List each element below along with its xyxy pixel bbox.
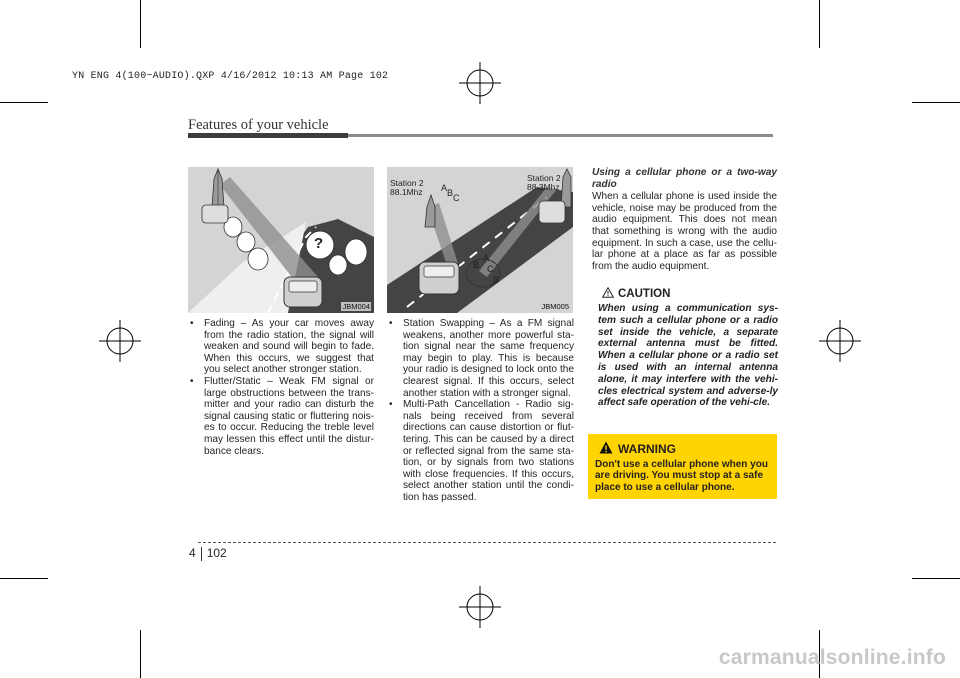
signal-label: A: [441, 183, 448, 193]
crop-mark: [912, 102, 960, 103]
bullet-fading: • Fading – As your car moves away from the radio station, the signal will weaken and sound will begin to fade. When this occurs, we suggest that you select another stronger station.: [188, 318, 374, 376]
station-right-freq: 88.3Mhz: [527, 182, 560, 192]
caution-text: When using a communication sys-tem such a cellular phone or a radio set inside the vehicle, a separate external antenna must be fitted. When a cellular phone or a radio set is used with an internal antenna alone, it may interfere with the vehi-cles electrical system and adverse-ly affect safe operation of the vehi-cle.: [598, 303, 778, 409]
page-number: [189, 546, 227, 561]
figure-code: JBM005: [541, 302, 569, 311]
crop-mark: [140, 0, 141, 48]
crop-mark: [0, 102, 48, 103]
crop-mark: [912, 578, 960, 579]
subheading-cellular-phone: Using a cellular phone or a two-way radio: [592, 167, 777, 190]
column-2: [387, 318, 574, 504]
signal-label: B: [447, 188, 454, 198]
chapter-number: 4: [189, 546, 196, 560]
footer-rule: [198, 542, 776, 543]
station-right-name: Station 2: [527, 173, 561, 183]
column-1: [188, 318, 374, 457]
section-title: Features of your vehicle: [188, 117, 329, 133]
caution-title: CAUTION: [618, 287, 671, 300]
caution-box: [592, 286, 778, 409]
bullet-station-swapping: • Station Swapping – As a FM signal weakens, another more powerful sta-tion signal near the same frequency may begin to play. This is because your radio is designed to lock onto the clearest signal. If this occurs, select another station with a stronger signal.: [387, 318, 574, 399]
warning-title: WARNING: [618, 441, 676, 456]
figure-station-swapping: [387, 167, 573, 313]
crop-mark: [0, 578, 48, 579]
bullet-flutter-static: • Flutter/Static – Weak FM signal or large obstructions between the trans-mitter and your radio can disturb the signal causing static or fluttering nois-es to occur. Reducing the treble level may lessen this effect until the distur-bance clears.: [188, 376, 374, 457]
paragraph-cellular-phone: When a cellular phone is used inside the vehicle, noise may be produced from the audio equipment. This does not mean that something is wrong with the audio equipment. In such a case, use the cellu-lar phone at a place as far as possible from the audio equipment.: [592, 191, 777, 272]
signal-label: B: [493, 275, 500, 285]
signal-label: C: [453, 193, 460, 203]
caution-triangle-icon: [602, 287, 614, 301]
crop-mark: [819, 0, 820, 48]
figure-fading: [188, 167, 374, 313]
question-mark: ?: [314, 235, 324, 252]
header-rule-accent: [188, 133, 348, 138]
page-number-value: 102: [206, 546, 227, 560]
station-left-freq: 88.1Mhz: [390, 187, 423, 197]
signal-label: A: [483, 253, 490, 263]
signal-label: C: [487, 264, 494, 274]
registration-mark-icon: [99, 320, 141, 362]
figure-code: JBM004: [342, 302, 370, 311]
print-slug: YN ENG 4(100~AUDIO).QXP 4/16/2012 10:13 AM Page 102: [72, 71, 389, 82]
station-left-name: Station 2: [390, 178, 424, 188]
warning-box: [588, 434, 777, 499]
warning-triangle-icon: [599, 441, 613, 457]
registration-mark-icon: [459, 62, 501, 104]
watermark: carmanualsonline.info: [718, 646, 946, 669]
column-3: [592, 167, 777, 272]
warning-text: Don't use a cellular phone when you are driving. You must stop at a safe place to use a cellular phone.: [595, 459, 768, 493]
signal-label: B: [473, 260, 480, 270]
crop-mark: [140, 630, 141, 678]
registration-mark-icon: [819, 320, 861, 362]
bullet-multi-path: • Multi-Path Cancellation - Radio sig-nals being received from several directions can cause distortion or flut-tering. This can be caused by a direct or reflected signal from the same sta-tion, or by signals from two stations with close frequencies. If this occurs, select another station until the condi-tion has passed.: [387, 399, 574, 503]
registration-mark-icon: [459, 586, 501, 628]
